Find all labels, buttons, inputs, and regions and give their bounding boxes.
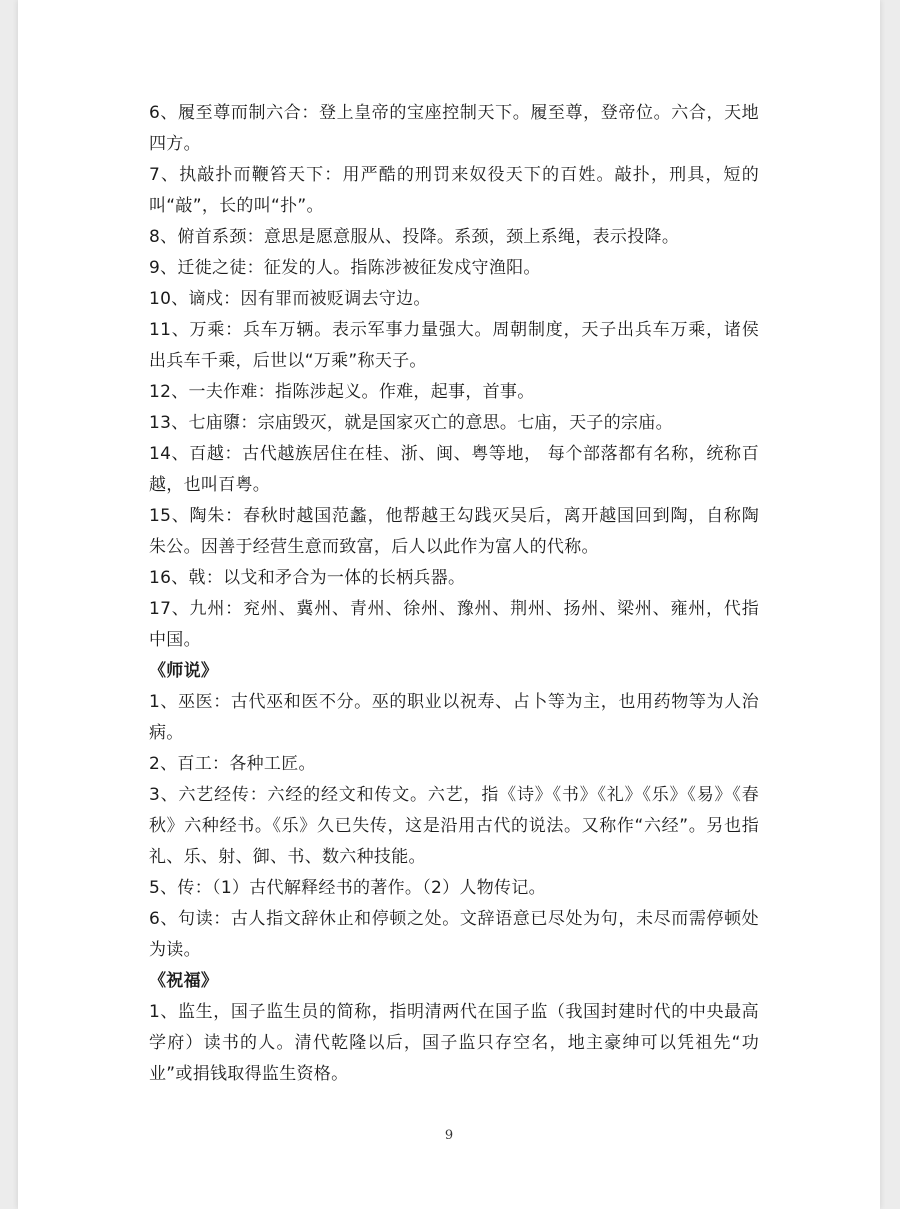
list-item: 10、谪戍：因有罪而被贬调去守边。 [149, 289, 431, 309]
list-item: 6、句读：古人指文辞休止和停顿之处。文辞语意已尽处为句，未尽而需停顿处为读。 [149, 909, 759, 960]
list-item: 7、执敲扑而鞭笞天下：用严酷的刑罚来奴役天下的百姓。敲扑，刑具，短的叫“敲”，长的叫“扑”。 [149, 165, 759, 216]
list-item: 8、俯首系颈：意思是愿意服从、投降。系颈，颈上系绳，表示投降。 [149, 227, 680, 247]
list-item: 15、陶朱：春秋时越国范蠡，他帮越王勾践灭吴后，离开越国回到陶，自称陶朱公。因善于经营生意而致富，后人以此作为富人的代称。 [149, 506, 759, 557]
list-item: 1、巫医：古代巫和医不分。巫的职业以祝寿、占卜等为主，也用药物等为人治病。 [149, 692, 759, 743]
page-number: 9 [444, 1128, 454, 1143]
list-item: 3、六艺经传：六经的经文和传文。六艺，指《诗》《书》《礼》《乐》《易》《春秋》六种经书。《乐》久已失传，这是沿用古代的说法。又称作“六经”。另也指礼、乐、射、御、书、数六种技能。 [149, 785, 759, 867]
document-page [18, 0, 880, 1209]
list-item: 14、百越：古代越族居住在桂、浙、闽、粤等地， 每个部落都有名称，统称百越，也叫百粤。 [149, 444, 759, 495]
list-item: 5、传：（1）古代解释经书的著作。（2）人物传记。 [149, 878, 546, 898]
list-item: 17、九州：兖州、冀州、青州、徐州、豫州、荆州、扬州、梁州、雍州，代指中国。 [149, 599, 759, 650]
list-item: 6、履至尊而制六合：登上皇帝的宝座控制天下。履至尊，登帝位。六合，天地四方。 [149, 103, 759, 154]
section-heading-zhufu: 《祝福》 [149, 971, 219, 991]
section-heading-shishuo: 《师说》 [149, 661, 219, 681]
list-item: 1、监生，国子监生员的简称，指明清两代在国子监（我国封建时代的中央最高学府）读书的人。清代乾隆以后，国子监只存空名，地主豪绅可以凭祖先“功业”或捐钱取得监生资格。 [149, 1002, 759, 1084]
list-item: 9、迁徙之徒：征发的人。指陈涉被征发戍守渔阳。 [149, 258, 541, 278]
list-item: 2、百工：各种工匠。 [149, 754, 316, 774]
document-body [149, 98, 759, 1090]
list-item: 12、一夫作难：指陈涉起义。作难，起事，首事。 [149, 382, 535, 402]
list-item: 11、万乘：兵车万辆。表示军事力量强大。周朝制度，天子出兵车万乘，诸侯出兵车千乘，后世以“万乘”称天子。 [149, 320, 759, 371]
list-item: 16、戟：以戈和矛合为一体的长柄兵器。 [149, 568, 466, 588]
list-item: 13、七庙隳：宗庙毁灭，就是国家灭亡的意思。七庙，天子的宗庙。 [149, 413, 673, 433]
